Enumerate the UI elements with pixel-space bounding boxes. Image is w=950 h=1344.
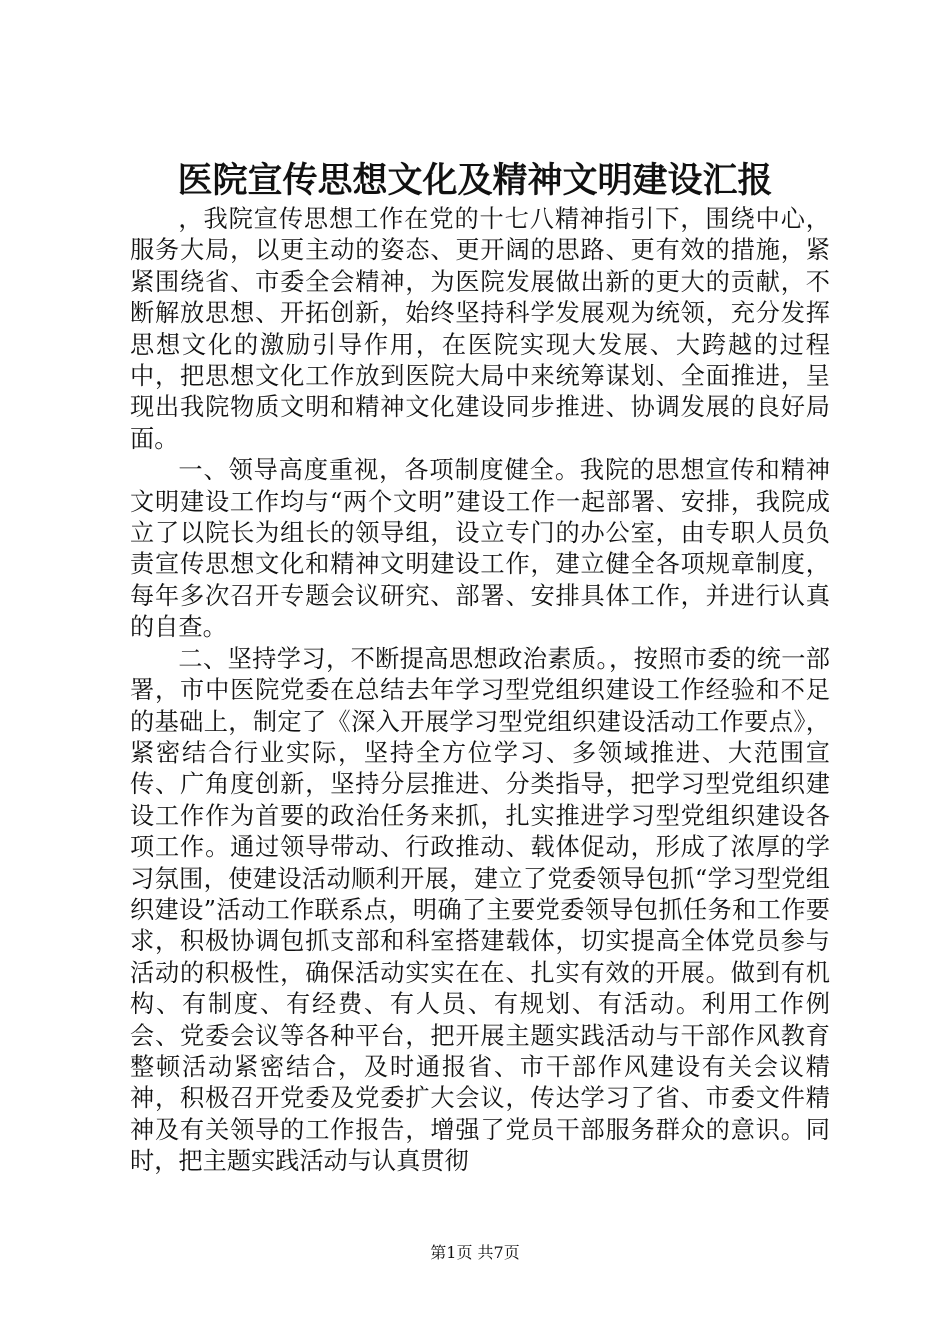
paragraph-intro: ，我院宣传思想工作在党的十七八精神指引下，围绕中心，服务大局，以更主动的姿态、更开阔的思路、更有效的措施，紧紧围绕省、市委全会精神，为医院发展做出新的更大的贡献，不断解放思想、开拓创新，始终坚持科学发展观为统领，充分发挥思想文化的激励引导作用，在医院实现大发展、大跨越的过程中，把思想文化工作放到医院大局中来统筹谋划、全面推进，呈现出我院物质文明和精神文化建设同步推进、协调发展的良好局面。 xyxy=(130,205,830,453)
document-title: 医院宣传思想文化及精神文明建设汇报 xyxy=(177,160,773,201)
paragraph-section-two: 二、坚持学习，不断提高思想政治素质。，按照市委的统一部署，市中医院党委在总结去年学习型党组织建设工作经验和不足的基础上，制定了《深入开展学习型党组织建设活动工作要点》，紧密结合行业实际，坚持全方位学习、多领域推进、大范围宣传、广角度创新，坚持分层推进、分类指导，把学习型党组织建设工作作为首要的政治任务来抓，扎实推进学习型党组织建设各项工作。通过领导带动、行政推动、载体促动，形成了浓厚的学习氛围，使建设活动顺利开展，建立了党委领导包抓“学习型党组织建设”活动工作联系点，明确了主要党委领导包抓任务和工作要求，积极协调包抓支部和科室搭建载体，切实提高全体党员参与活动的积极性，确保活动实实在在、扎实有效的开展。做到有机构、有制度、有经费、有人员、有规划、有活动。利用工作例会、党委会议等各种平台，把开展主题实践活动与干部作风教育整顿活动紧密结合，及时通报省、市干部作风建设有关会议精神，积极召开党委及党委扩大会议，传达学习了省、市委文件精神及有关领导的工作报告，增强了党员干部服务群众的意识。同时，把主题实践活动与认真贯彻 xyxy=(130,644,830,1176)
page-number-footer: 第1页 共7页 xyxy=(430,1243,520,1262)
paragraph-section-one: 一、领导高度重视，各项制度健全。我院的思想宣传和精神文明建设工作均与“两个文明”建设工作一起部署、安排，我院成立了以院长为组长的领导组，设立专门的办公室，由专职人员负责宣传思想文化和精神文明建设工作，建立健全各项规章制度，每年多次召开专题会议研究、部署、安排具体工作，并进行认真的自查。 xyxy=(130,456,830,642)
document-body xyxy=(130,204,830,1178)
